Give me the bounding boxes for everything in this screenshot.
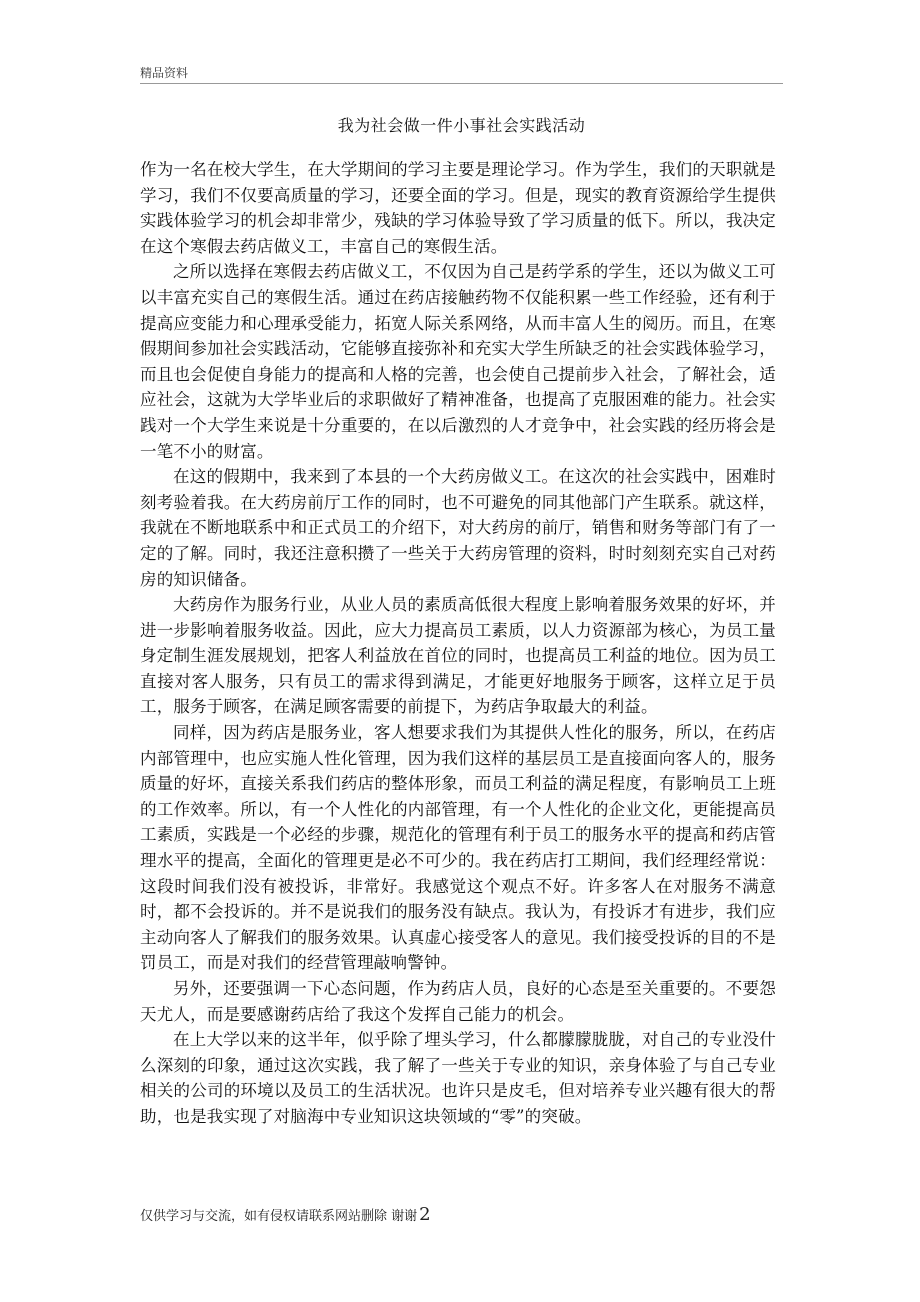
paragraph: 另外，还要强调一下心态问题，作为药店人员，良好的心态是至关重要的。不要怨天尤人，而是要感谢药店给了我这个发挥自己能力的机会。 [140,979,776,1024]
footer [140,1204,431,1225]
document-title: 我为社会做一件小事社会实践活动 [337,116,586,135]
page-number: 2 [419,1204,431,1225]
document-body [140,157,776,1130]
paragraph: 在上大学以来的这半年，似乎除了埋头学习，什么都朦朦胧胧，对自己的专业没什么深刻的印象，通过这次实践，我了解了一些关于专业的知识，亲身体验了与自己专业相关的公司的环境以及员工的生活状况。也许只是皮毛，但对培养专业兴趣有很大的帮助，也是我实现了对脑海中专业知识这块领域的“零”的突破。 [140,1030,776,1126]
header-label: 精品资料 [140,66,189,80]
paragraph: 之所以选择在寒假去药店做义工，不仅因为自己是药学系的学生，还以为做义工可以丰富充实自己的寒假生活。通过在药店接触药物不仅能积累一些工作经验，还有利于提高应变能力和心理承受能力，拓宽人际关系网络，从而丰富人生的阅历。而且，在寒假期间参加社会实践活动，它能够直接弥补和充实大学生所缺乏的社会实践体验学习，而且也会促使自身能力的提高和人格的完善，也会使自己提前步入社会，了解社会，适应社会，这就为大学毕业后的求职做好了精神准备，也提高了克服困难的能力。社会实践对一个大学生来说是十分重要的，在以后激烈的人才竞争中，社会实践的经历将会是一笔不小的财富。 [140,262,776,461]
paragraph: 大药房作为服务行业，从业人员的素质高低很大程度上影响着服务效果的好坏，并进一步影响着服务收益。因此，应大力提高员工素质，以人力资源部为核心，为员工量身定制生涯发展规划，把客人利益放在首位的同时，也提高员工利益的地位。因为员工直接对客人服务，只有员工的需求得到满足，才能更好地服务于顾客，这样立足于员工，服务于顾客，在满足顾客需要的前提下，为药店争取最大的利益。 [140,595,776,717]
paragraph: 同样，因为药店是服务业，客人想要求我们为其提供人性化的服务，所以，在药店内部管理中，也应实施人性化管理，因为我们这样的基层员工是直接面向客人的，服务质量的好坏，直接关系我们药店的整体形象，而员工利益的满足程度，有影响员工上班的工作效率。所以，有一个人性化的内部管理，有一个人性化的企业文化，更能提高员工素质，实践是一个必经的步骤，规范化的管理有利于员工的服务水平的提高和药店管理水平的提高，全面化的管理更是必不可少的。我在药店打工期间，我们经理经常说：这段时间我们没有被投诉，非常好。我感觉这个观点不好。许多客人在对服务不满意时，都不会投诉的。并不是说我们的服务没有缺点。我认为，有投诉才有进步，我们应主动向客人了解我们的服务效果。认真虚心接受客人的意见。我们接受投诉的目的不是罚员工，而是对我们的经营管理敲响警钟。 [140,723,776,973]
header-rule [140,83,783,84]
paragraph: 作为一名在校大学生，在大学期间的学习主要是理论学习。作为学生，我们的天职就是学习，我们不仅要高质量的学习，还要全面的学习。但是，现实的教育资源给学生提供实践体验学习的机会却非常少，残缺的学习体验导致了学习质量的低下。所以，我决定在这个寒假去药店做义工，丰富自己的寒假生活。 [140,160,776,256]
footer-text: 仅供学习与交流，如有侵权请联系网站删除 谢谢 [140,1209,418,1224]
paragraph: 在这的假期中，我来到了本县的一个大药房做义工。在这次的社会实践中，困难时刻考验着我。在大药房前厅工作的同时，也不可避免的同其他部门产生联系。就这样，我就在不断地联系中和正式员工的介绍下，对大药房的前厅，销售和财务等部门有了一定的了解。同时，我还注意积攒了一些关于大药房管理的资料，时时刻刻充实自己对药房的知识储备。 [140,467,776,589]
